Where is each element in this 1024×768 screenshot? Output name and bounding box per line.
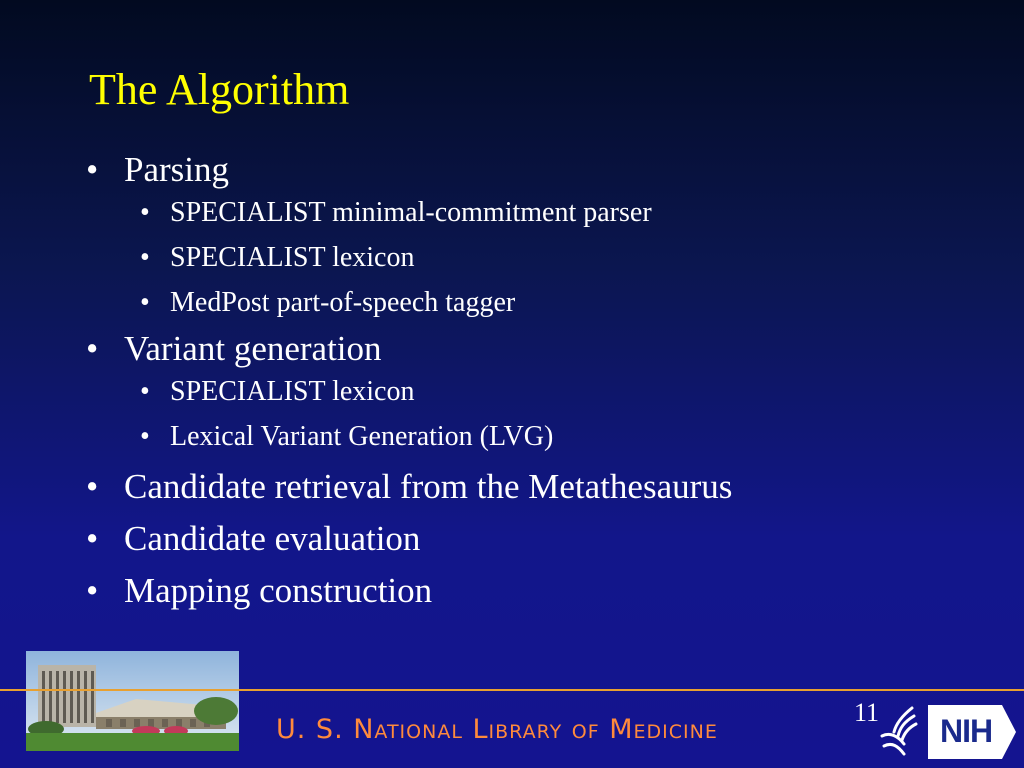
bullet-marker: • xyxy=(86,571,99,610)
hhs-eagle-icon xyxy=(874,702,924,760)
bullet-text: Parsing xyxy=(124,150,229,189)
sub-bullet-item xyxy=(84,369,984,414)
bullet-marker: • xyxy=(86,467,99,506)
bullet-item xyxy=(84,329,984,369)
sub-bullet-text: Lexical Variant Generation (LVG) xyxy=(170,421,554,452)
sub-bullet-item xyxy=(84,280,984,325)
sub-bullet-marker: • xyxy=(140,376,150,407)
sub-bullet-item xyxy=(84,414,984,459)
bullet-text: Candidate evaluation xyxy=(124,519,421,558)
bullet-list xyxy=(84,150,984,611)
bullet-text: Candidate retrieval from the Metathesaurus xyxy=(124,467,733,506)
organization-name: U. S. National Library of Medicine xyxy=(276,714,718,745)
bullet-marker: • xyxy=(86,150,99,189)
sub-bullet-text: SPECIALIST lexicon xyxy=(170,376,415,407)
footer-divider xyxy=(0,689,1024,691)
nih-logo-text: NIH xyxy=(940,713,993,749)
sub-bullet-marker: • xyxy=(140,197,150,228)
bullet-text: Mapping construction xyxy=(124,571,433,610)
bullet-text: Variant generation xyxy=(124,329,382,368)
sub-bullet-group xyxy=(84,190,984,325)
sub-bullet-text: SPECIALIST minimal-commitment parser xyxy=(170,197,652,228)
bullet-item xyxy=(84,571,984,611)
sub-bullet-marker: • xyxy=(140,242,150,273)
library-building-photo xyxy=(26,651,239,751)
sub-bullet-marker: • xyxy=(140,421,150,452)
bullet-marker: • xyxy=(86,519,99,558)
sub-bullet-text: MedPost part-of-speech tagger xyxy=(170,287,516,318)
slide-title: The Algorithm xyxy=(89,65,350,114)
sub-bullet-marker: • xyxy=(140,287,150,318)
sub-bullet-item xyxy=(84,235,984,280)
sub-bullet-item xyxy=(84,190,984,235)
sub-bullet-text: SPECIALIST lexicon xyxy=(170,242,415,273)
sub-bullet-group xyxy=(84,369,984,459)
bullet-item xyxy=(84,519,984,559)
slide-number: 11 xyxy=(854,698,880,727)
bullet-item xyxy=(84,467,984,507)
bullet-item xyxy=(84,150,984,190)
bullet-marker: • xyxy=(86,329,99,368)
